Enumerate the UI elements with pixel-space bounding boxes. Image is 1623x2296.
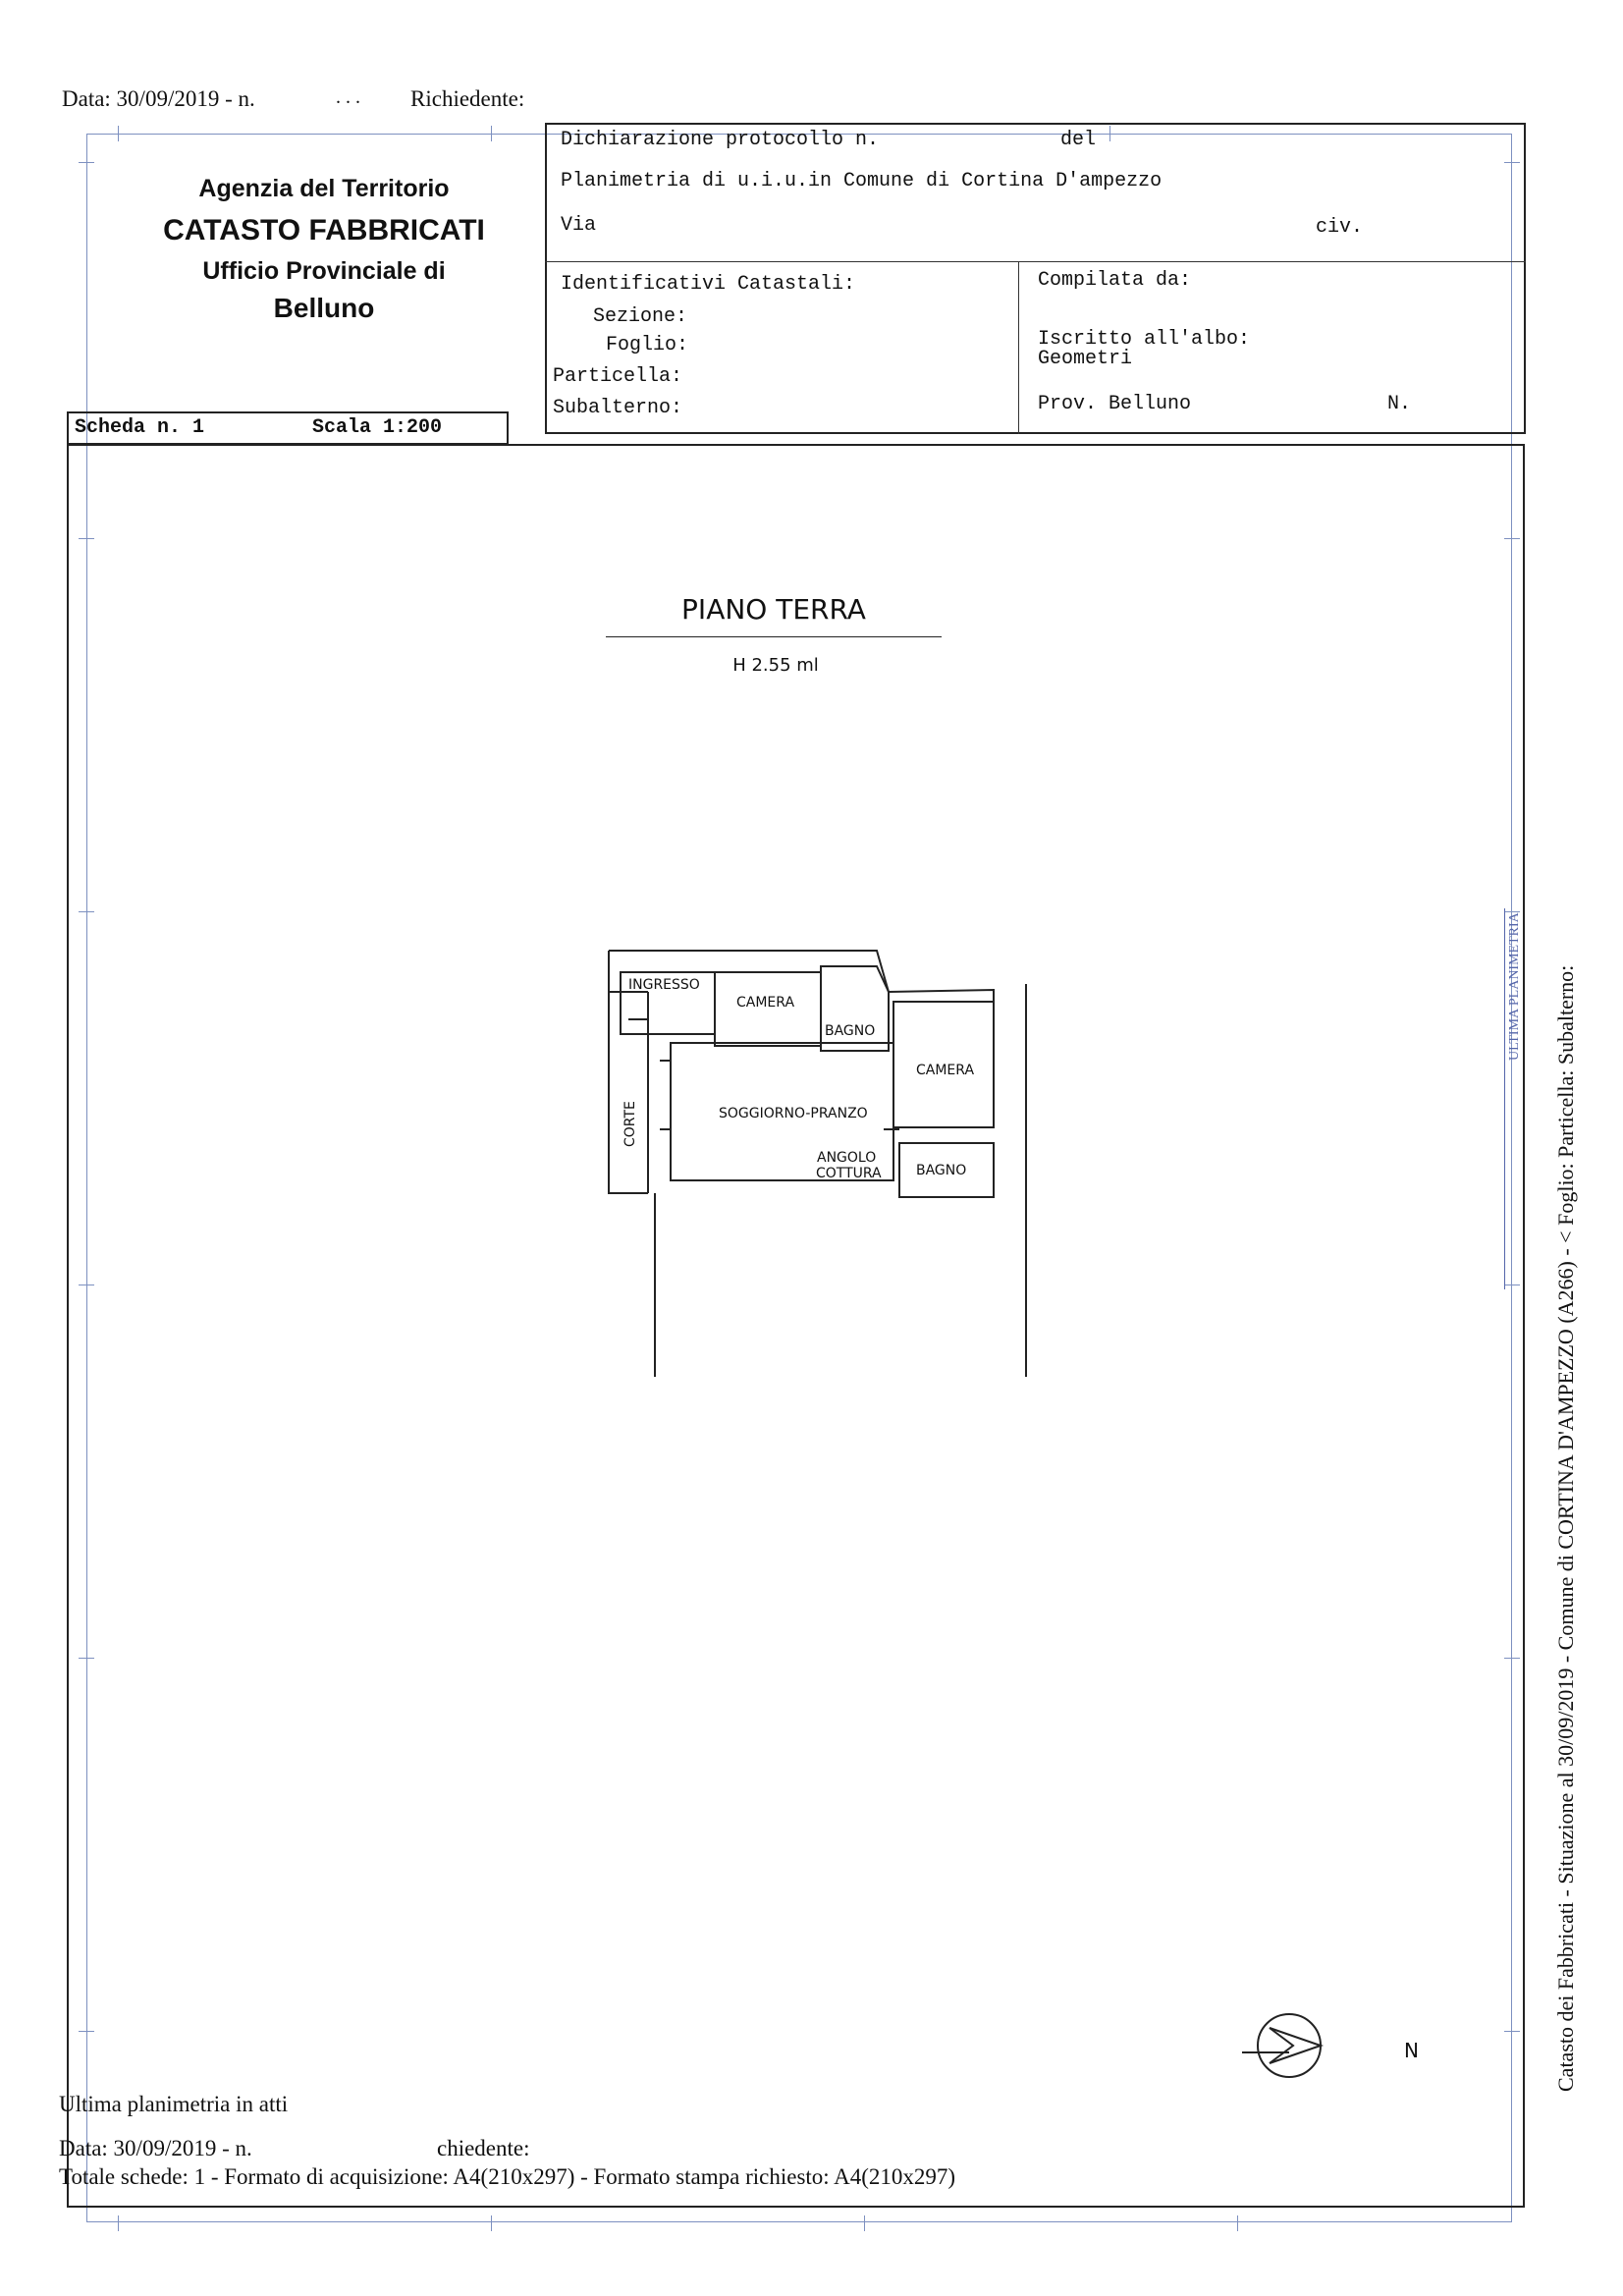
agency-line1: Agenzia del Territorio [198,175,450,202]
frame-tick [864,2215,865,2231]
room-label-soggiorno: SOGGIORNO-PRANZO [719,1106,868,1121]
room-label-corte: CORTE [622,1101,638,1147]
room-label-ingresso: INGRESSO [628,977,700,993]
protocol-label: Dichiarazione protocollo n. [561,129,880,151]
civ-label: civ. [1316,216,1364,239]
header-requester: Richiedente: [410,86,525,111]
room-label-bagno: BAGNO [825,1023,876,1039]
header-col-divider [1018,261,1019,434]
iscritto-label: Iscritto all'albo: [1038,328,1251,351]
compilata-label: Compilata da: [1038,269,1192,292]
via-label: Via [561,214,597,237]
protocol-del: del [1060,129,1097,151]
scheda-label: Scheda n. 1 [75,416,205,439]
sezione-label: Sezione: [593,305,688,328]
footer-totale: Totale schede: 1 - Formato di acquisizione: A4(210x297) - Formato stampa richiesto: A4(210x297) [59,2164,956,2189]
agency-line2: CATASTO FABBRICATI [163,214,485,246]
identificativi-title: Identificativi Catastali: [561,273,856,296]
albo-label: Geometri [1038,348,1133,370]
n-label: N. [1387,393,1412,415]
plan-title: PIANO TERRA [681,593,866,626]
prov-label: Prov. Belluno [1038,393,1192,415]
footer-requester: chiedente: [437,2136,530,2160]
floor-plan [589,933,1051,1394]
header-number-partial: . . . [336,86,360,108]
frame-tick [491,2215,492,2231]
room-label-angolo: ANGOLO [817,1150,877,1166]
room-label-camera: CAMERA [916,1063,975,1078]
side-marker-line [1504,908,1505,1289]
room-label-cottura: COTTURA [816,1166,882,1181]
frame-tick [79,162,94,163]
frame-tick [118,126,119,141]
header-divider [545,261,1526,262]
north-arrow [1242,2008,1330,2087]
foglio-label: Foglio: [606,334,689,356]
agency-line4: Belluno [273,293,375,323]
scale-label: Scala 1:200 [312,416,443,439]
room-label-camera: CAMERA [736,995,795,1011]
particella-label: Particella: [553,365,683,388]
plan-title-underline [606,636,942,637]
footer-ultima: Ultima planimetria in atti [59,2092,289,2116]
footer-date: Data: 30/09/2019 - n. [59,2136,252,2160]
agency-line3: Ufficio Provinciale di [202,257,446,285]
side-stamp: ULTIMA PLANIMETRIA [1507,912,1522,1061]
side-info: Catasto dei Fabbricati - Situazione al 30/09/2019 - Comune di CORTINA D'AMPEZZO (A266) - < Foglio: Particella: Subalterno: [1553,964,1578,2092]
room-label-bagno: BAGNO [916,1163,967,1178]
header-date: Data: 30/09/2019 - n. [62,86,255,111]
frame-tick [118,2215,119,2231]
frame-tick [491,126,492,141]
north-label: N [1404,2039,1419,2062]
frame-tick [1237,2215,1238,2231]
plan-height: H 2.55 ml [732,655,819,676]
subalterno-label: Subalterno: [553,397,683,419]
planimetria-line: Planimetria di u.i.u.in Comune di Cortina D'ampezzo [561,170,1163,192]
